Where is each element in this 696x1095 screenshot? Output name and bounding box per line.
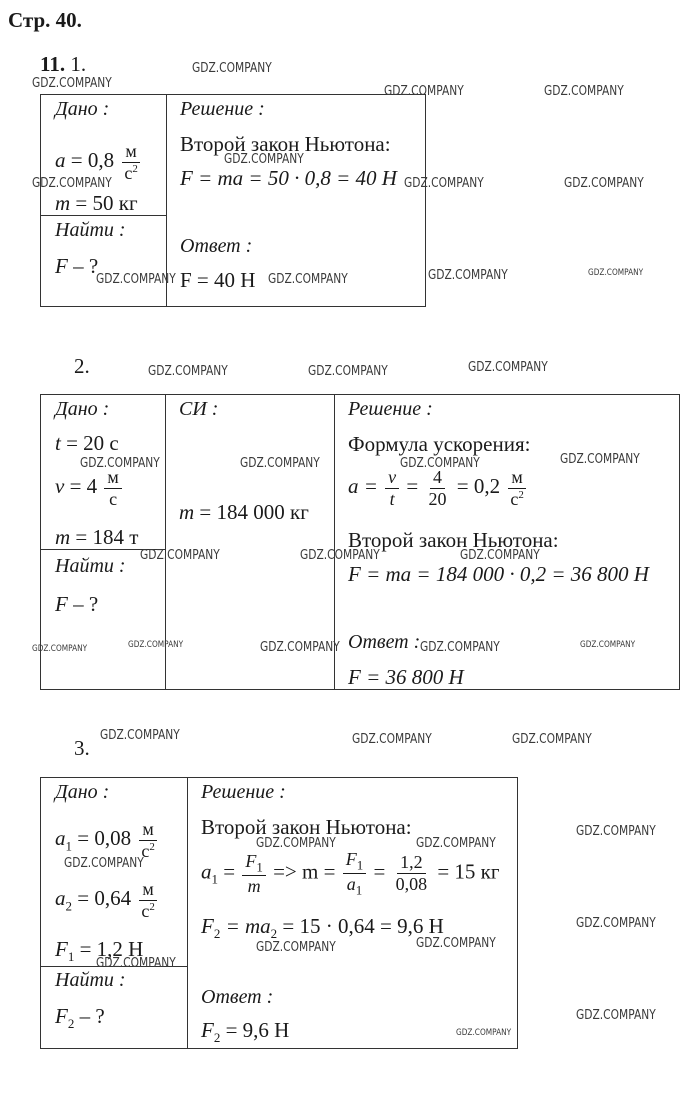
find-heading: Найти : xyxy=(55,555,126,577)
formula: F = ma = 184 000 · 0,2 = 36 800 Н xyxy=(348,562,649,586)
watermark: GDZ.COMPANY xyxy=(400,456,480,471)
watermark: GDZ.COMPANY xyxy=(352,732,432,747)
watermark: GDZ.COMPANY xyxy=(32,644,88,654)
watermark: GDZ.COMPANY xyxy=(460,548,540,563)
watermark: GDZ.COMPANY xyxy=(80,456,160,471)
solution-heading: Решение : xyxy=(348,398,433,420)
watermark: GDZ.COMPANY xyxy=(224,152,304,167)
watermark: GDZ.COMPANY xyxy=(564,176,644,191)
si-heading: СИ : xyxy=(179,398,219,420)
given-heading: Дано : xyxy=(55,398,110,420)
given-line: m = 50 кг xyxy=(55,191,138,215)
answer-value: $F_2 = 9,6$ Н xyxy=(201,1018,290,1046)
watermark: GDZ.COMPANY xyxy=(240,456,320,471)
watermark: GDZ.COMPANY xyxy=(560,452,640,467)
answer-heading: Ответ : xyxy=(201,986,274,1008)
unit-fraction: $\frac{м}{с^2}$ xyxy=(124,141,138,183)
watermark: GDZ.COMPANY xyxy=(588,268,644,278)
find-heading: Найти : xyxy=(55,219,126,241)
given-heading: Дано : xyxy=(55,98,110,120)
find-line: $F_2$ – ? xyxy=(55,1004,105,1032)
page-title: Стр. 40. xyxy=(8,8,82,32)
given-line: $F_1 = 1,2$ Н xyxy=(55,937,144,965)
watermark: GDZ.COMPANY xyxy=(544,84,624,99)
unit-fraction: $\frac{м}{с^2}$ xyxy=(141,819,155,861)
solution-heading: Решение : xyxy=(180,98,265,120)
law-text: Второй закон Ньютона: xyxy=(180,132,391,156)
si-line: m = 184 000 кг xyxy=(179,500,309,524)
watermark: GDZ.COMPANY xyxy=(96,956,176,971)
watermark: GDZ.COMPANY xyxy=(416,836,496,851)
watermark: GDZ.COMPANY xyxy=(580,640,636,650)
answer-heading: Ответ : xyxy=(348,631,421,653)
watermark: GDZ.COMPANY xyxy=(140,548,220,563)
unit-fraction: $\frac{м}{с^2}$ xyxy=(141,879,155,921)
watermark: GDZ.COMPANY xyxy=(576,1008,656,1023)
answer-value: F = 40 Н xyxy=(180,268,256,292)
solution-heading: Решение : xyxy=(201,781,286,803)
watermark: GDZ.COMPANY xyxy=(384,84,464,99)
unit-fraction: $\frac{м}{с}$ xyxy=(104,468,121,509)
answer-heading: Ответ : xyxy=(180,235,253,257)
watermark: GDZ.COMPANY xyxy=(456,1028,512,1038)
find-line: F – ? xyxy=(55,254,99,278)
watermark: GDZ.COMPANY xyxy=(192,61,272,76)
given-line: v = 4 $\frac{м}{с}$ xyxy=(55,468,124,509)
find-heading: Найти : xyxy=(55,969,126,991)
watermark: GDZ.COMPANY xyxy=(420,640,500,655)
watermark: GDZ.COMPANY xyxy=(576,824,656,839)
watermark: GDZ.COMPANY xyxy=(256,836,336,851)
problem-2-number: 2. xyxy=(74,354,90,378)
mass-formula: $a_1$ = $\frac{F_1}{m}$ => m = $\frac{F_1}{a_1}$ = $\frac{1,2}{0,08}$ = 15 кг xyxy=(201,849,500,898)
given-line: m = 184 т xyxy=(55,525,139,549)
given-line: t = 20 с xyxy=(55,431,119,455)
watermark: GDZ.COMPANY xyxy=(100,728,180,743)
given-heading: Дано : xyxy=(55,781,110,803)
watermark: GDZ.COMPANY xyxy=(32,176,112,191)
task-number: 11. xyxy=(40,52,66,76)
formula: F = ma = 50 · 0,8 = 40 Н xyxy=(180,166,397,190)
watermark: GDZ.COMPANY xyxy=(148,364,228,379)
watermark: GDZ.COMPANY xyxy=(512,732,592,747)
given-line: a = 0,8 $\frac{м}{с^2}$ xyxy=(55,142,143,183)
watermark: GDZ.COMPANY xyxy=(576,916,656,931)
watermark: GDZ.COMPANY xyxy=(300,548,380,563)
find-line: F – ? xyxy=(55,592,99,616)
problem-3-number: 3. xyxy=(74,736,90,760)
given-line: $a_1 = 0,08$ $\frac{м}{с^2}$ xyxy=(55,820,160,861)
force-formula: $F_2 = ma_2 = 15 \cdot 0,64 = 9,6$ Н xyxy=(201,914,444,942)
law-text: Второй закон Ньютона: xyxy=(348,528,559,552)
accel-formula: a = $\frac{v}{t}$ = $\frac{4}{20}$ = 0,2 $\frac{м}{с^2}$ xyxy=(348,468,529,509)
watermark: GDZ.COMPANY xyxy=(128,640,184,650)
watermark: GDZ.COMPANY xyxy=(428,268,508,283)
watermark: GDZ.COMPANY xyxy=(96,272,176,287)
accel-title: Формула ускорения: xyxy=(348,432,531,456)
watermark: GDZ.COMPANY xyxy=(260,640,340,655)
given-line: $a_2 = 0,64$ $\frac{м}{с^2}$ xyxy=(55,880,160,921)
watermark: GDZ.COMPANY xyxy=(256,940,336,955)
watermark: GDZ.COMPANY xyxy=(416,936,496,951)
watermark: GDZ.COMPANY xyxy=(468,360,548,375)
watermark: GDZ.COMPANY xyxy=(404,176,484,191)
problem-1-number xyxy=(40,52,86,77)
watermark: GDZ.COMPANY xyxy=(308,364,388,379)
answer-value: F = 36 800 Н xyxy=(348,665,464,689)
subtask-number: 1. xyxy=(70,52,87,76)
watermark: GDZ.COMPANY xyxy=(268,272,348,287)
watermark: GDZ.COMPANY xyxy=(64,856,144,871)
watermark: GDZ.COMPANY xyxy=(32,76,112,91)
column-divider xyxy=(187,777,188,1049)
unit-fraction: $\frac{м}{с^2}$ xyxy=(510,467,524,509)
law-text: Второй закон Ньютона: xyxy=(201,815,412,839)
